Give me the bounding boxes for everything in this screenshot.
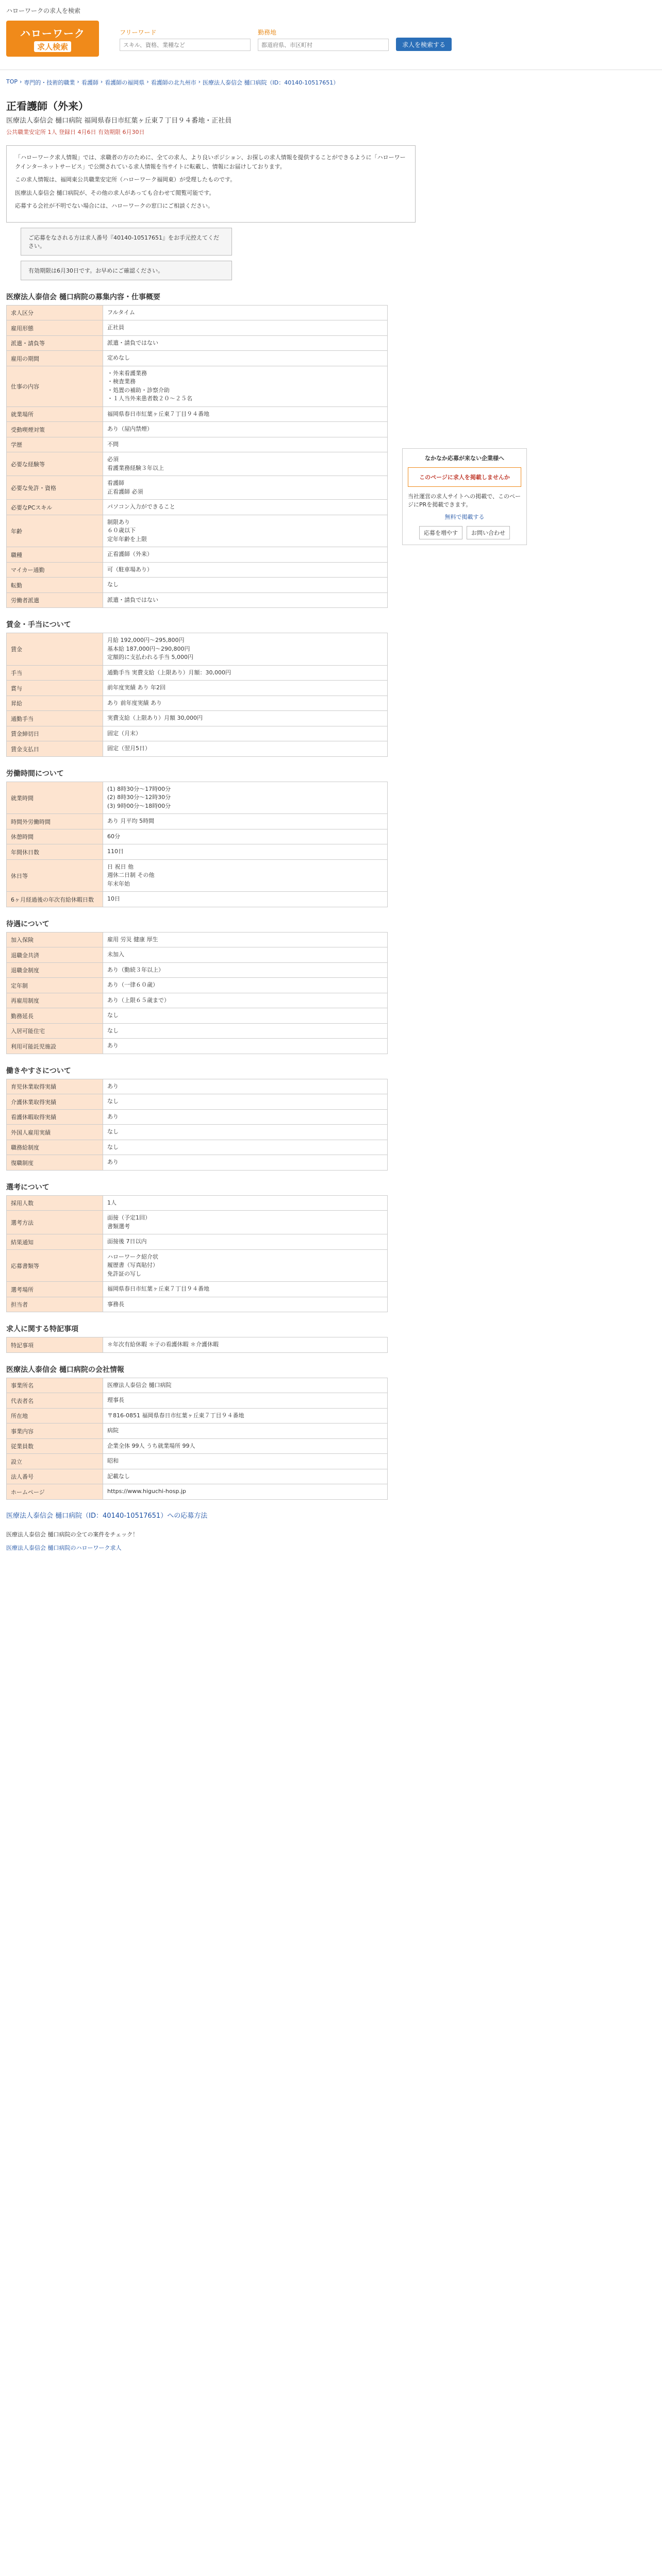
topbar — [0, 0, 662, 21]
row-value: 病院 — [103, 1423, 388, 1439]
breadcrumb-item[interactable]: 専門的・技術的職業 — [24, 79, 75, 86]
table-row — [7, 592, 388, 608]
breadcrumb-item[interactable]: TOP — [6, 78, 18, 85]
breadcrumb-item[interactable]: 看護師の福岡県 — [105, 79, 145, 86]
row-value: 理事長 — [103, 1393, 388, 1409]
row-value: あり — [103, 1155, 388, 1171]
table-row — [7, 1408, 388, 1423]
table-recruit — [6, 305, 388, 608]
row-value: 〒816-0851 福岡県春日市紅葉ヶ丘東７丁目９４番地 — [103, 1408, 388, 1423]
row-value: 看護師 正看護師 必須 — [103, 476, 388, 500]
table-row — [7, 1079, 388, 1094]
row-label: 特記事項 — [7, 1337, 103, 1353]
section-title: 求人に関する特記事項 — [6, 1325, 78, 1334]
table-row — [7, 1155, 388, 1171]
topbar-text: ハローワークの求人を検索 — [6, 7, 81, 14]
row-value: 制限あり ６０歳以下 定年年齢を上限 — [103, 515, 388, 547]
row-value: 実費支給（上限あり）月額 30,000円 — [103, 711, 388, 726]
row-value: あり（屋内禁煙） — [103, 422, 388, 437]
search-form — [120, 21, 452, 51]
row-label: 応募書類等 — [7, 1249, 103, 1282]
row-label: 加入保険 — [7, 932, 103, 947]
table-row — [7, 562, 388, 578]
table-row — [7, 1454, 388, 1469]
row-value: 記載なし — [103, 1469, 388, 1484]
row-label: 復職制度 — [7, 1155, 103, 1171]
table-row — [7, 1484, 388, 1500]
row-value: 月給 192,000円〜295,800円 基本給 187,000円〜290,800円 定額的に支払われる手当 5,000円 — [103, 633, 388, 666]
table-row — [7, 366, 388, 406]
section-title: 医療法人泰信会 樋口病院の募集内容・仕事概要 — [6, 293, 160, 301]
search-button-label: 求人を検索する — [402, 41, 446, 48]
row-label: 法人番号 — [7, 1469, 103, 1484]
row-label: 年間休日数 — [7, 844, 103, 860]
table-row — [7, 351, 388, 366]
table-row — [7, 515, 388, 547]
table-row — [7, 726, 388, 741]
section-title: 医療法人泰信会 樋口病院の会社情報 — [6, 1365, 124, 1374]
side-button-1[interactable]: 応募を増やす — [419, 526, 462, 539]
table-row — [7, 1438, 388, 1454]
row-value: あり 月平均 5時間 — [103, 814, 388, 829]
logo-line1: ハローワーク — [20, 27, 85, 40]
table-row — [7, 1469, 388, 1484]
row-value: なし — [103, 578, 388, 593]
table-row — [7, 452, 388, 476]
table-hours — [6, 782, 388, 907]
table-row — [7, 406, 388, 422]
row-label: 年齢 — [7, 515, 103, 547]
table-row — [7, 1023, 388, 1039]
table-wage — [6, 633, 388, 757]
table-row — [7, 1195, 388, 1211]
row-value: 面接後 7日以内 — [103, 1234, 388, 1250]
row-value: 110日 — [103, 844, 388, 860]
row-label: 事業所名 — [7, 1378, 103, 1393]
row-value: 60分 — [103, 829, 388, 844]
row-label: 賞与 — [7, 681, 103, 696]
row-label: ホームページ — [7, 1484, 103, 1500]
row-value: あり（上限６５歳まで） — [103, 993, 388, 1008]
row-label: 利用可能託児施設 — [7, 1039, 103, 1054]
table-company — [6, 1378, 388, 1500]
page-title: 正看護師（外来） — [6, 100, 89, 112]
row-label: 勤務延長 — [7, 1008, 103, 1024]
row-label: マイカー通勤 — [7, 562, 103, 578]
row-label: 職務給制度 — [7, 1140, 103, 1155]
table-row — [7, 1423, 388, 1439]
footer-link-text[interactable]: 医療法人泰信会 樋口病院のハローワーク求人 — [6, 1544, 122, 1551]
table-row — [7, 1109, 388, 1125]
table-row — [7, 335, 388, 351]
row-label: 雇用形態 — [7, 320, 103, 336]
row-value: 福岡県春日市紅葉ヶ丘東７丁目９４番地 — [103, 406, 388, 422]
row-label: 職種 — [7, 547, 103, 563]
row-value: フルタイム — [103, 305, 388, 320]
table-row — [7, 1125, 388, 1140]
footer-text: 医療法人泰信会 樋口病院の全ての案件をチェック！ — [6, 1531, 139, 1538]
area-input[interactable] — [258, 39, 389, 51]
row-label: 事業内容 — [7, 1423, 103, 1439]
row-value: 面接（予定1回） 書類選考 — [103, 1211, 388, 1234]
row-label: 外国人雇用実績 — [7, 1125, 103, 1140]
row-label: 代表者名 — [7, 1393, 103, 1409]
row-label: 賃金支払日 — [7, 741, 103, 757]
section-title: 待遇について — [6, 920, 49, 928]
row-label: 求人区分 — [7, 305, 103, 320]
row-label: 退職金共済 — [7, 947, 103, 963]
row-label: 時間外労働時間 — [7, 814, 103, 829]
row-value: 正社員 — [103, 320, 388, 336]
notice-p1: 「ハローワーク求人情報」では、求職者の方のために、全ての求人、より良いポジション、お探しの求人情報を提供することができるように「ハローワークインターネットサービス」で公開されている求人情報を当サイトに転載し、情報にお届けしております。 — [15, 154, 406, 170]
table-notes — [6, 1337, 388, 1353]
row-value: なし — [103, 1008, 388, 1024]
row-label: 入居可能住宅 — [7, 1023, 103, 1039]
row-label: 選考場所 — [7, 1282, 103, 1297]
row-value: ＊年次有給休暇 ＊子の看護休暇 ＊介護休暇 — [103, 1337, 388, 1353]
table-row — [7, 978, 388, 993]
notice-box — [6, 145, 416, 223]
row-label: 必要な経験等 — [7, 452, 103, 476]
row-label: 雇用の期間 — [7, 351, 103, 366]
freeword-input[interactable] — [120, 39, 251, 51]
table-row — [7, 578, 388, 593]
table-row — [7, 993, 388, 1008]
row-value: ・外来看護業務 ・検査業務 ・処置の補助・診察介助 ・１人当外来患者数２０～２５名 — [103, 366, 388, 406]
row-value: 医療法人泰信会 樋口病院 — [103, 1378, 388, 1393]
row-value: なし — [103, 1125, 388, 1140]
row-label: 選考方法 — [7, 1211, 103, 1234]
row-label: 担当者 — [7, 1297, 103, 1312]
row-value: 昭和 — [103, 1454, 388, 1469]
table-row — [7, 814, 388, 829]
row-value: (1) 8時30分〜17時00分 (2) 8時30分〜12時30分 (3) 9時00分〜18時00分 — [103, 782, 388, 814]
breadcrumb-item[interactable]: 看護師 — [81, 79, 98, 86]
row-label: 育児休業取得実績 — [7, 1079, 103, 1094]
row-value: 不問 — [103, 437, 388, 452]
table-row — [7, 500, 388, 515]
table-row — [7, 633, 388, 666]
breadcrumb-item[interactable]: 看護師の北九州市 — [151, 79, 196, 86]
table-row — [7, 320, 388, 336]
row-value: あり 前年度実績 あり — [103, 696, 388, 711]
table-row — [7, 962, 388, 978]
apply-link[interactable] — [6, 1510, 656, 1520]
row-label: 賃金締切日 — [7, 726, 103, 741]
table-row — [7, 437, 388, 452]
apply-link-text: 医療法人泰信会 樋口病院（ID：40140-10517651）への応募方法 — [6, 1512, 208, 1520]
table-benefits — [6, 932, 388, 1054]
row-label: 必要なPCスキル — [7, 500, 103, 515]
row-label: 設立 — [7, 1454, 103, 1469]
breadcrumb-current: 医療法人泰信会 樋口病院（ID：40140-10517651） — [203, 79, 339, 86]
section-title: 働きやすさについて — [6, 1066, 71, 1075]
header — [0, 21, 662, 70]
row-label: 休日等 — [7, 859, 103, 892]
table-row — [7, 1282, 388, 1297]
row-label: 必要な免許・資格 — [7, 476, 103, 500]
table-row — [7, 1211, 388, 1234]
table-row — [7, 305, 388, 320]
row-label: 採用人数 — [7, 1195, 103, 1211]
row-label: 賃金 — [7, 633, 103, 666]
table-row — [7, 681, 388, 696]
side-buttons — [408, 526, 521, 539]
row-value: 派遣・請負ではない — [103, 335, 388, 351]
row-value: 必須 看護業務経験３年以上 — [103, 452, 388, 476]
side-ad — [402, 448, 527, 545]
table-row — [7, 476, 388, 500]
table-row — [7, 1234, 388, 1250]
table-row — [7, 1337, 388, 1353]
side-body: 当社運営の求人サイトへの掲載で、このページにPRを掲載できます。 — [408, 493, 521, 508]
footer — [6, 1530, 656, 1552]
table-row — [7, 1140, 388, 1155]
row-label: 学歴 — [7, 437, 103, 452]
row-value: あり — [103, 1039, 388, 1054]
section-title: 労働時間について — [6, 769, 64, 778]
table-row — [7, 782, 388, 814]
row-value: 通勤手当 実費支給（上限あり）月額：30,000円 — [103, 665, 388, 681]
row-label: 昇給 — [7, 696, 103, 711]
side-button-2[interactable]: お問い合わせ — [467, 526, 510, 539]
notice-p4: 応募する会社が不明でない場合には、ハローワークの窓口にご相談ください。 — [15, 202, 213, 210]
table-row — [7, 696, 388, 711]
row-value: 雇用 労災 健康 厚生 — [103, 932, 388, 947]
table-row — [7, 1378, 388, 1393]
table-row — [7, 422, 388, 437]
row-label: 手当 — [7, 665, 103, 681]
row-value: 未加入 — [103, 947, 388, 963]
row-value: 福岡県春日市紅葉ヶ丘東７丁目９４番地 — [103, 1282, 388, 1297]
notice-deadline-box: 有効期限は6月30日です。お早めにご確認ください。 — [21, 261, 232, 280]
freeword-label: フリーワード — [120, 29, 157, 36]
site-logo[interactable] — [6, 21, 99, 57]
row-value: 固定（翌月5日） — [103, 741, 388, 757]
row-value: 前年度実績 あり 年2回 — [103, 681, 388, 696]
row-value: あり — [103, 1079, 388, 1094]
side-cta[interactable]: このページに求人を掲載しませんか — [408, 467, 521, 487]
table-row — [7, 1094, 388, 1110]
row-label: 休憩時間 — [7, 829, 103, 844]
table-row — [7, 665, 388, 681]
side-head: なかなか応募が来ない企業様へ — [425, 455, 504, 462]
table-row — [7, 844, 388, 860]
row-label: 6ヶ月経過後の年次有給休暇日数 — [7, 892, 103, 907]
row-label: 通勤手当 — [7, 711, 103, 726]
notice-p2: この求人情報は、福岡東公共職業安定所（ハローワーク福岡東）が受理したものです。 — [15, 176, 236, 183]
row-label: 再雇用制度 — [7, 993, 103, 1008]
row-label: 派遣・請負等 — [7, 335, 103, 351]
logo-line2: 求人検索 — [34, 41, 71, 52]
row-value: なし — [103, 1023, 388, 1039]
row-label: 仕事の内容 — [7, 366, 103, 406]
table-row — [7, 1393, 388, 1409]
notice-number-box: ご応募をなされる方は求人番号『40140-10517651』をお手元控えてください。 — [21, 228, 232, 256]
row-value: 可（駐車場あり） — [103, 562, 388, 578]
notice-p3: 医療法人泰信会 樋口病院が、その他の求人があっても合わせて閲覧可能です。 — [15, 189, 215, 196]
row-value: 固定（月末） — [103, 726, 388, 741]
table-row — [7, 711, 388, 726]
row-label: 受動喫煙対策 — [7, 422, 103, 437]
table-row — [7, 859, 388, 892]
row-value: 1人 — [103, 1195, 388, 1211]
row-value: 定めなし — [103, 351, 388, 366]
row-label: 所在地 — [7, 1408, 103, 1423]
row-value: なし — [103, 1140, 388, 1155]
row-label: 従業員数 — [7, 1438, 103, 1454]
row-value: パソコン入力ができること — [103, 500, 388, 515]
table-row — [7, 829, 388, 844]
row-value: 10日 — [103, 892, 388, 907]
table-row — [7, 1039, 388, 1054]
row-label: 転勤 — [7, 578, 103, 593]
row-value: 事務長 — [103, 1297, 388, 1312]
row-value: https://www.higuchi-hosp.jp — [103, 1484, 388, 1500]
job-meta: 公共職業安定所 1人 登録日 4月6日 有効期限 6月30日 — [6, 129, 145, 135]
table-row — [7, 947, 388, 963]
section-title: 選考について — [6, 1183, 49, 1192]
row-value: 正看護師（外来） — [103, 547, 388, 563]
row-value: あり — [103, 1109, 388, 1125]
row-value: 日 祝日 他 週休二日制 その他 年末年始 — [103, 859, 388, 892]
row-value: あり（一律６０歳） — [103, 978, 388, 993]
row-label: 結果通知 — [7, 1234, 103, 1250]
row-value: あり（勤続３年以上） — [103, 962, 388, 978]
table-row — [7, 1008, 388, 1024]
side-link[interactable]: 無料で掲載する — [444, 514, 485, 520]
table-row — [7, 932, 388, 947]
row-label: 看護休暇取得実績 — [7, 1109, 103, 1125]
table-workstyle — [6, 1079, 388, 1171]
row-label: 就業場所 — [7, 406, 103, 422]
search-button[interactable] — [396, 38, 452, 51]
row-label: 退職金制度 — [7, 962, 103, 978]
table-row — [7, 741, 388, 757]
table-row — [7, 892, 388, 907]
row-value: なし — [103, 1094, 388, 1110]
row-label: 定年制 — [7, 978, 103, 993]
row-label: 介護休業取得実績 — [7, 1094, 103, 1110]
table-selection — [6, 1195, 388, 1313]
breadcrumb: TOP › 専門的・技術的職業 › 看護師 › 看護師の福岡県 › 看護師の北九州市 › 医療法人泰信会 樋口病院（ID：40140-10517651） — [6, 78, 339, 86]
row-value: ハローワーク紹介状 履歴書（写真貼付） 免許証の写し — [103, 1249, 388, 1282]
table-row — [7, 1249, 388, 1282]
row-label: 就業時間 — [7, 782, 103, 814]
table-row — [7, 547, 388, 563]
company-line: 医療法人泰信会 樋口病院 福岡県春日市紅葉ヶ丘東７丁目９４番地・正社員 — [6, 117, 232, 125]
row-label: 労働者派遣 — [7, 592, 103, 608]
area-label: 勤務地 — [258, 29, 277, 36]
row-value: 派遣・請負ではない — [103, 592, 388, 608]
table-row — [7, 1297, 388, 1312]
section-title: 賃金・手当について — [6, 621, 71, 630]
row-value: 企業全体 99人 うち就業場所 99人 — [103, 1438, 388, 1454]
